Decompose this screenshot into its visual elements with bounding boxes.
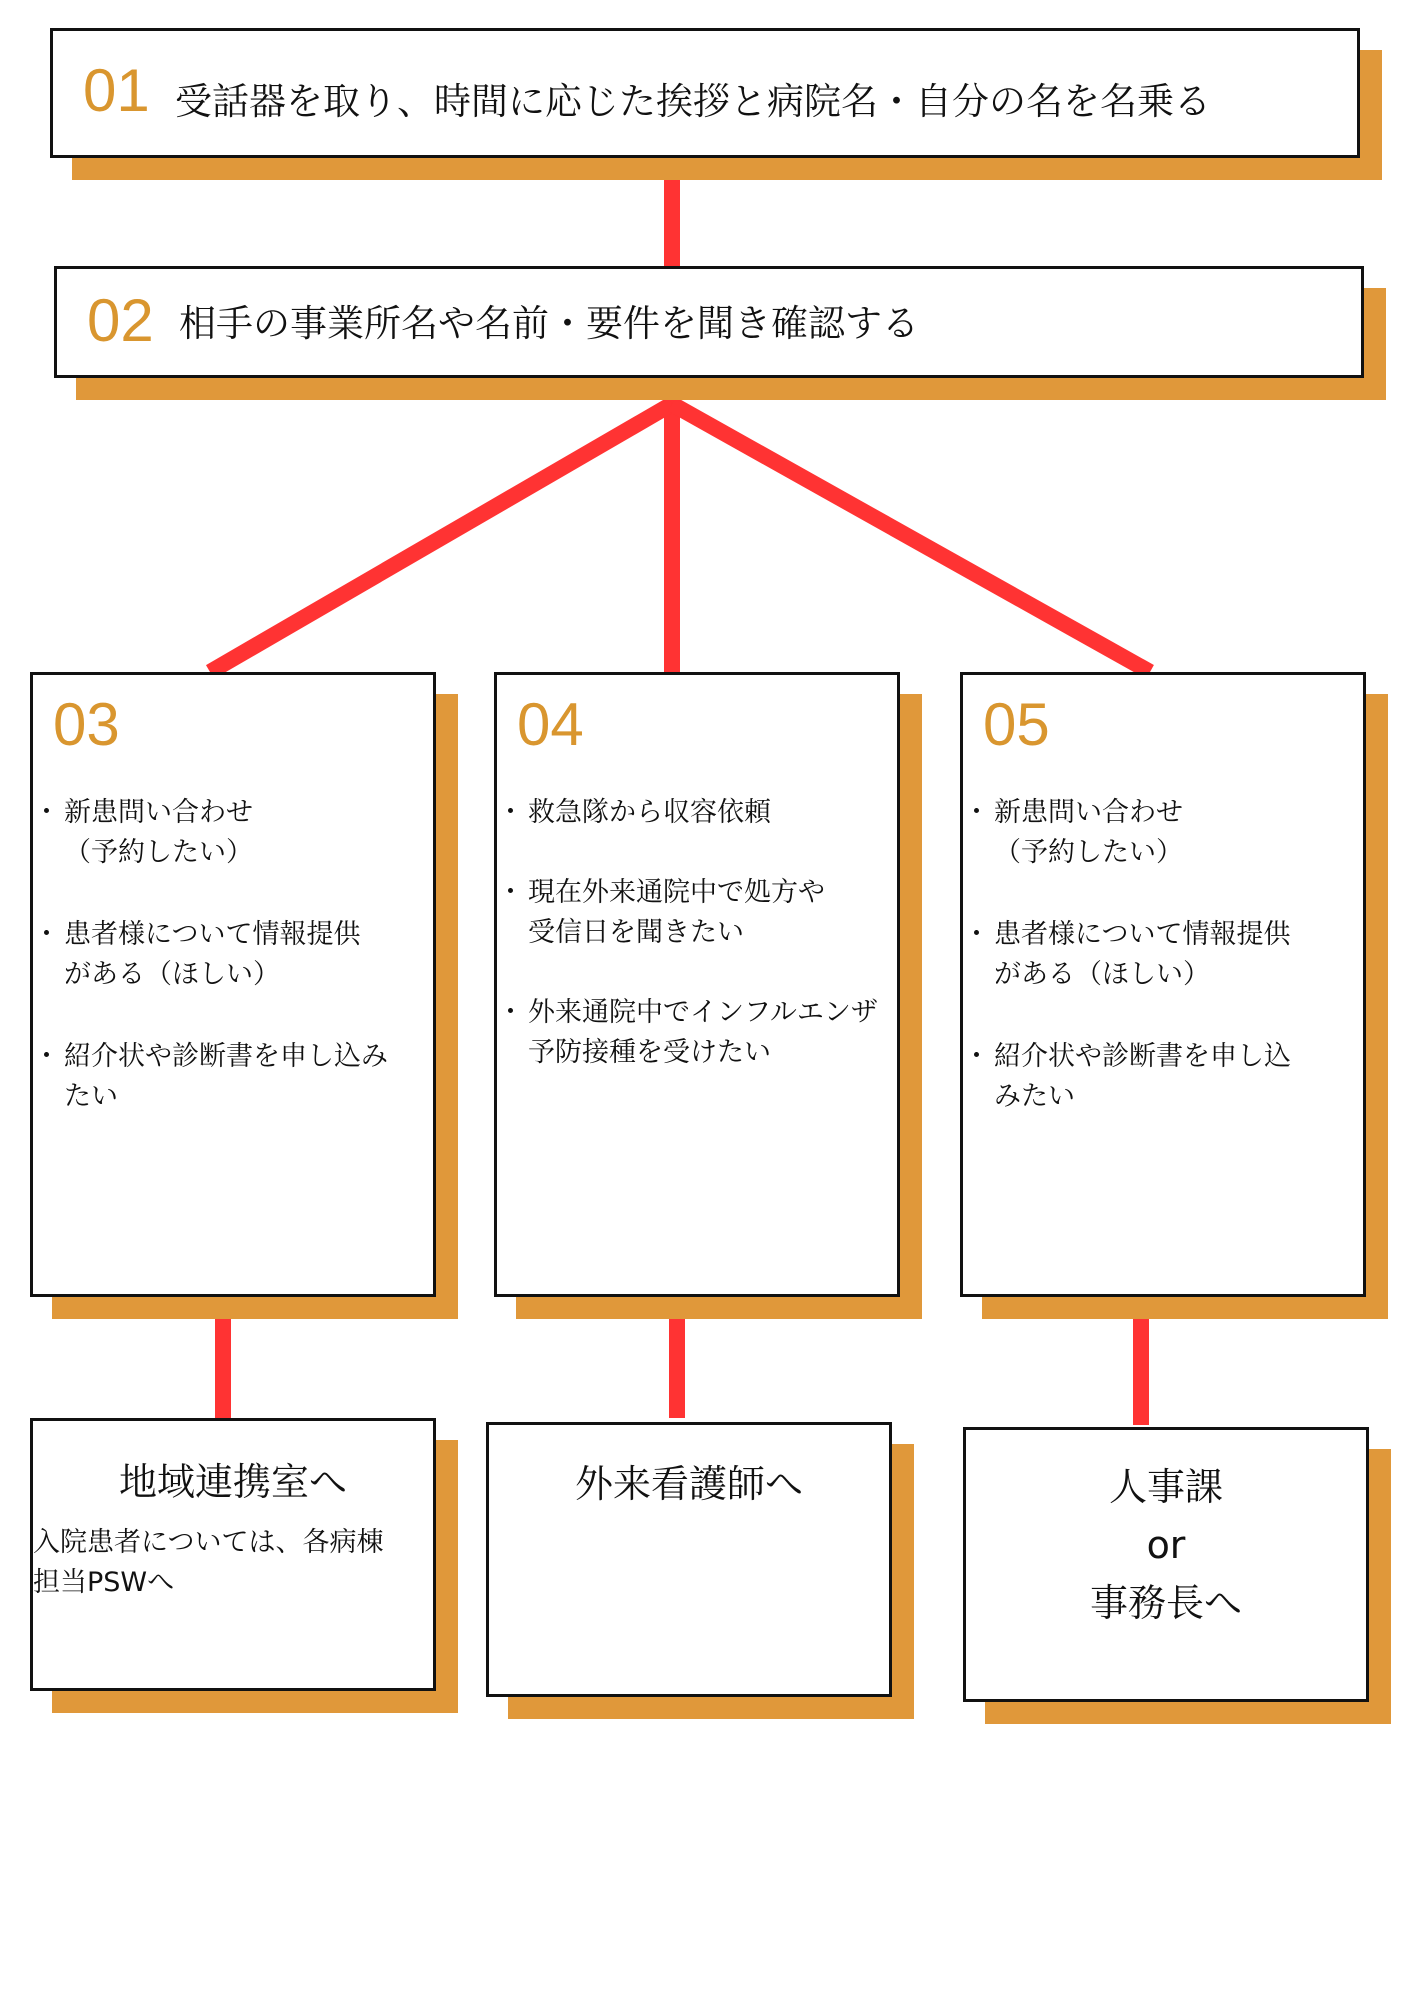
destination-03-title: 地域連携室へ [118,1460,347,1504]
connector-02-03 [210,404,672,672]
step-04-item: ・ 救急隊から収容依頼 [503,793,891,833]
step-04-item: ・ 現在外来通院中で処方や 受信日を聞きたい [503,873,891,953]
connector-02-05 [672,404,1150,672]
step-04-number: 04 [517,691,584,758]
step-05-item: ・ 紹介状や診断書を申し込 みたい [969,1037,1357,1117]
step-02-box [54,266,1364,378]
step-03-box [30,672,436,1297]
step-04-item: ・ 外来通院中でインフルエンザ 予防接種を受けたい [503,993,891,1073]
step-05-box [960,672,1366,1297]
step-03-item: ・ 患者様について情報提供 がある（ほしい） [39,915,427,995]
destination-05-line2: or [1146,1523,1186,1567]
step-03-item: ・ 新患問い合わせ （予約したい） [39,793,427,873]
step-02-number: 02 [87,287,154,354]
step-04-list [503,793,891,1113]
step-03-number: 03 [53,691,120,758]
destination-05-box [963,1427,1369,1702]
step-01-number: 01 [83,57,150,124]
step-05-number: 05 [983,691,1050,758]
destination-03-box [30,1418,436,1691]
destination-03-note: 入院患者については、各病棟 担当PSWへ [33,1527,384,1598]
step-05-item: ・ 患者様について情報提供 がある（ほしい） [969,915,1357,995]
step-02-text: 相手の事業所名や名前・要件を聞き確認する [179,302,919,345]
step-01-box [50,28,1360,158]
destination-04-title: 外来看護師へ [574,1462,803,1506]
step-05-list [969,793,1357,1159]
destination-05-line3: 事務長へ [1089,1581,1242,1625]
step-01-text: 受話器を取り、時間に応じた挨拶と病院名・自分の名を名乗る [175,80,1211,123]
step-04-box [494,672,900,1297]
step-05-item: ・ 新患問い合わせ （予約したい） [969,793,1357,873]
destination-04-box [486,1422,892,1697]
destination-05-line1: 人事課 [1108,1465,1223,1509]
step-03-item: ・ 紹介状や診断書を申し込み たい [39,1037,427,1117]
step-03-list [39,793,427,1159]
